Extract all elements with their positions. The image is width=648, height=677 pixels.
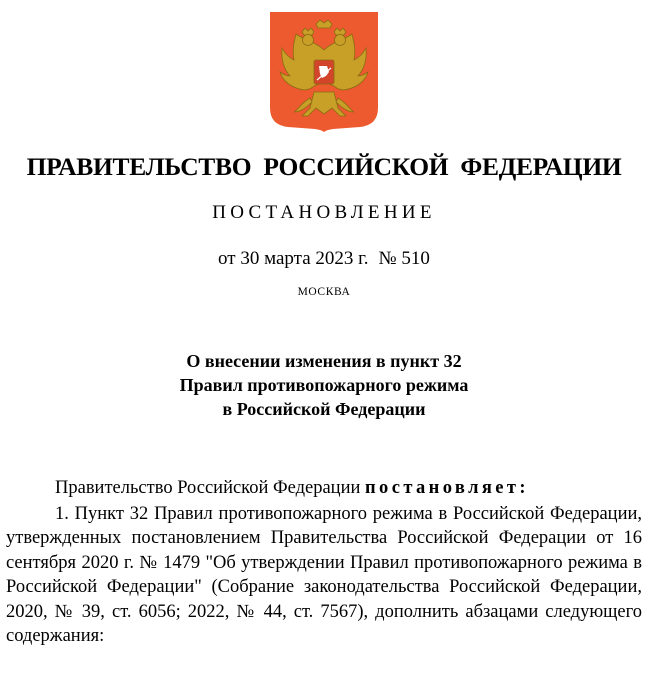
document-date-number — [0, 248, 648, 270]
subject-line-3: в Российской Федерации — [222, 399, 426, 419]
subject-line-1: О внесении изменения в пункт 32 — [186, 351, 462, 371]
document-city: МОСКВА — [297, 286, 351, 298]
subject-line-2: Правил противопожарного режима — [179, 375, 469, 395]
intro-paragraph — [6, 476, 642, 501]
coat-of-arms-icon — [270, 12, 378, 132]
document-subject — [0, 349, 648, 421]
intro-prefix: Правительство Российской Федерации — [55, 478, 365, 498]
document-number: № 510 — [378, 248, 430, 269]
paragraph-1: 1. Пункт 32 Правил противопожарного режима в Российской Федерации, утвержденных постановлением Правительства Российской Федерации от 16 сентября 2020 г. № 1479 "Об утверждении Правил противопожарного режима в Российской Федерации" (Собрание законодательства Российской Федерации, 2020, № 39, ст. 6056; 2022, № 44, ст. 7567), дополнить абзацами следующего содержания: — [6, 503, 642, 646]
document-type: ПОСТАНОВЛЕНИЕ — [212, 202, 436, 223]
document-date: от 30 марта 2023 г. — [218, 248, 369, 269]
document-body — [6, 476, 642, 649]
resolves-word: постановляет: — [365, 478, 529, 498]
government-title: ПРАВИТЕЛЬСТВО РОССИЙСКОЙ ФЕДЕРАЦИИ — [26, 152, 622, 181]
